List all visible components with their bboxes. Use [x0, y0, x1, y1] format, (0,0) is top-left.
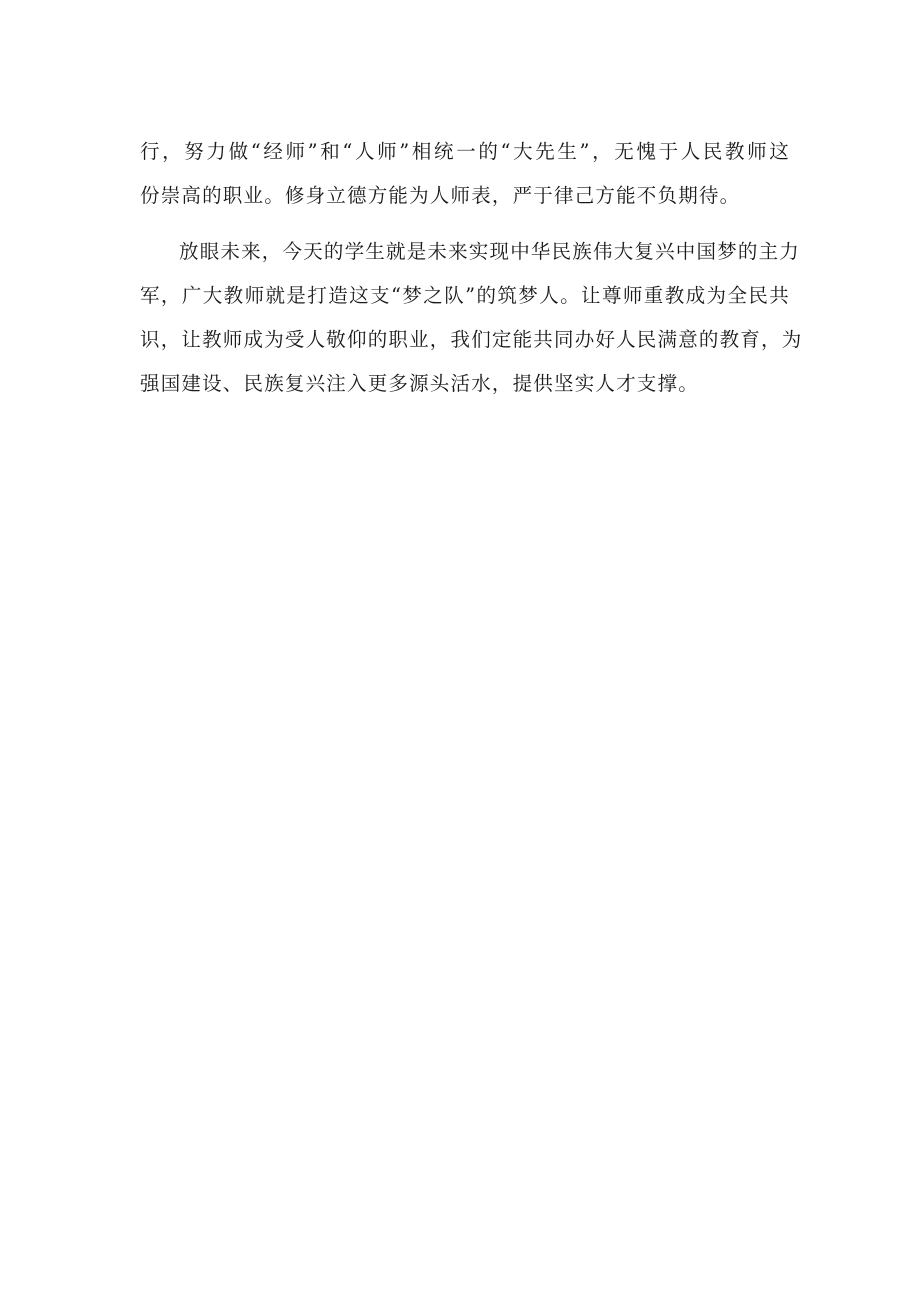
document-body: [140, 130, 803, 406]
text-line: 军，广大教师就是打造这支“梦之队”的筑梦人。让尊师重教成为全民共: [140, 284, 790, 307]
text-line: 份崇高的职业。修身立德方能为人师表，严于律己方能不负期待。: [140, 184, 741, 207]
paragraph-1: [140, 130, 790, 218]
text-line: 识，让教师成为受人敬仰的职业，我们定能共同办好人民满意的教育，为: [140, 328, 803, 351]
text-line: 行，努力做“经师”和“人师”相统一的“大先生”，无愧于人民教师这: [140, 140, 790, 163]
text-line: 强国建设、民族复兴注入更多源头活水，提供坚实人才支撑。: [140, 372, 699, 395]
paragraph-2: [140, 230, 803, 406]
text-line: 放眼未来，今天的学生就是未来实现中华民族伟大复兴中国梦的主力: [179, 240, 801, 263]
